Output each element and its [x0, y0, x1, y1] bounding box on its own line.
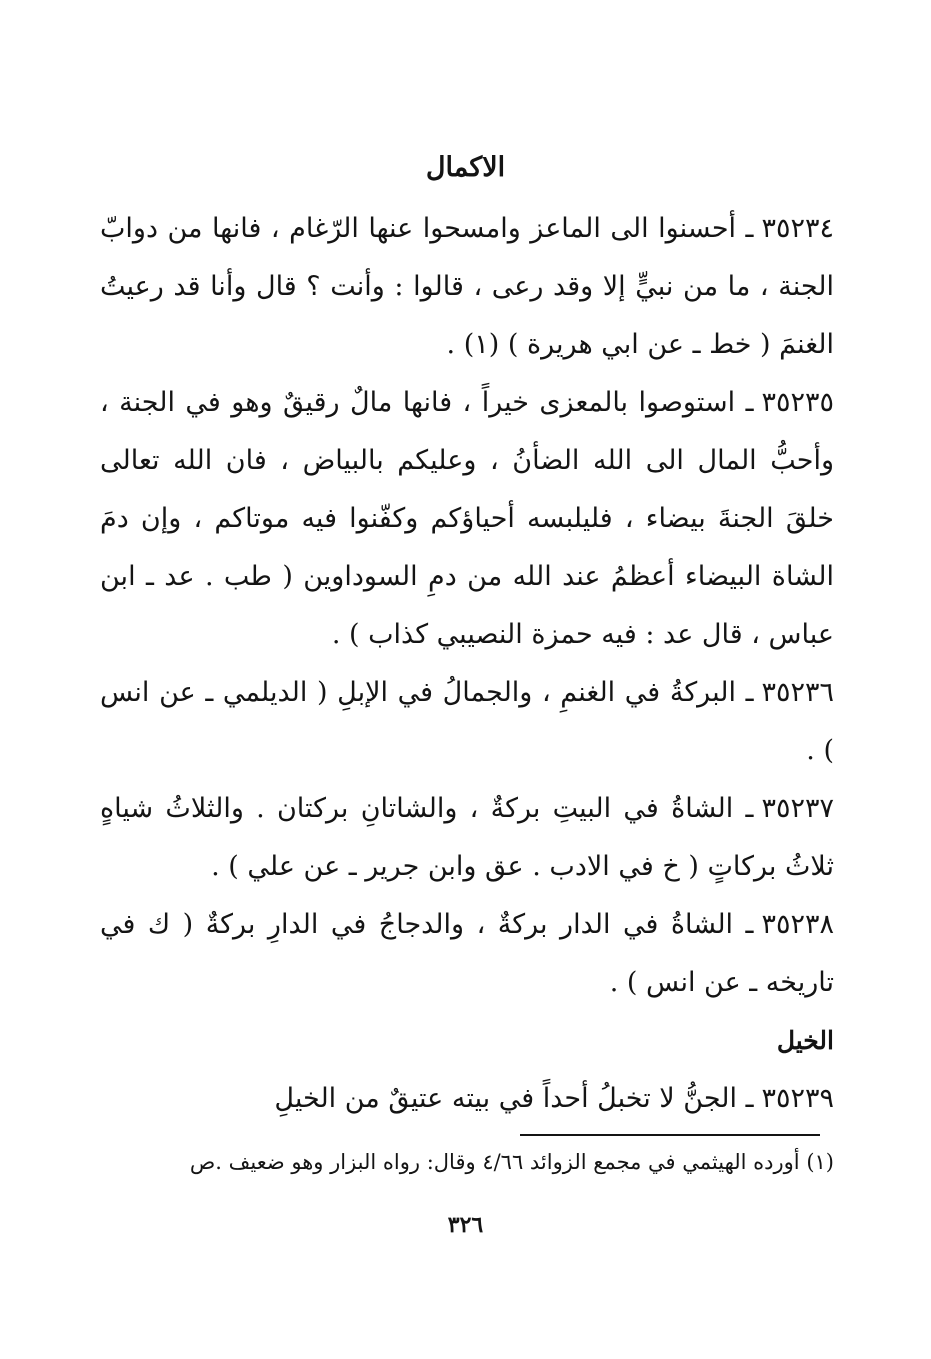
hadith-text: ـ البركةُ في الغنمِ ، والجمالُ في الإبلِ ( الديلمي ـ عن انس ) . [100, 677, 834, 766]
hadith-number: ٣٥٢٣٤ [761, 213, 834, 244]
hadith-number: ٣٥٢٣٥ [761, 387, 834, 418]
hadith-entry [100, 374, 834, 664]
hadith-number: ٣٥٢٣٩ [761, 1083, 834, 1114]
page-number: ٣٢٦ [447, 1212, 484, 1238]
hadith-text: ـ الشاةُ في البيتِ بركةٌ ، والشاتانِ بركتان . والثلاثُ شياهٍ ثلاثُ بركاتٍ ( خ في الادب . عق وابن جرير ـ عن علي ) . [100, 793, 834, 882]
hadith-text: ـ الشاةُ في الدار بركةٌ ، والدجاجُ في الدارِ بركةٌ ( ك في تاريخه ـ عن انس ) . [100, 909, 834, 998]
hadith-text: ـ أحسنوا الى الماعز وامسحوا عنها الرّغام ، فانها من دوابّ الجنة ، ما من نبيٍّ إلا وقد رعى ، قالوا : وأنت ؟ قال وأنا قد رعيتُ الغنمَ ( خط ـ عن ابي هريرة ) (١) . [100, 213, 834, 360]
hadith-number: ٣٥٢٣٨ [761, 909, 834, 940]
hadith-entry [100, 200, 834, 374]
hadith-number: ٣٥٢٣٧ [761, 793, 834, 824]
footnote: (١) أورده الهيثمي في مجمع الزوائد ٤/٦٦ وقال: رواه البزار وهو ضعيف .ص [189, 1150, 834, 1174]
main-text [100, 200, 834, 1128]
hadith-entry [100, 664, 834, 780]
hadith-number: ٣٥٢٣٦ [761, 677, 834, 708]
hadith-entry [100, 1070, 834, 1128]
hadith-entry [100, 896, 834, 1012]
hadith-text: ـ الجنُّ لا تخبلُ أحداً في بيته عتيقٌ من الخيلِ [274, 1083, 754, 1114]
hadith-entry [100, 780, 834, 896]
section-heading: الخيل [776, 1026, 834, 1055]
hadith-text: ـ استوصوا بالمعزى خيراً ، فانها مالٌ رقيقٌ وهو في الجنة ، وأحبُّ المال الى الله الضأنُ ، وعليكم بالبياض ، فان الله تعالى خلقَ الجنةَ بيضاء ، فليلبسه أحياؤكم وكفّنوا فيه موتاكم ، وإن دمَ الشاة البيضاء أعظمُ عند الله من دمِ السوداوين ( طب . عد ـ ابن عباس ، قال عد : فيه حمزة النصيبي كذاب ) . [100, 387, 834, 650]
footnote-divider [520, 1134, 820, 1136]
running-title: الاكمال [425, 152, 506, 183]
